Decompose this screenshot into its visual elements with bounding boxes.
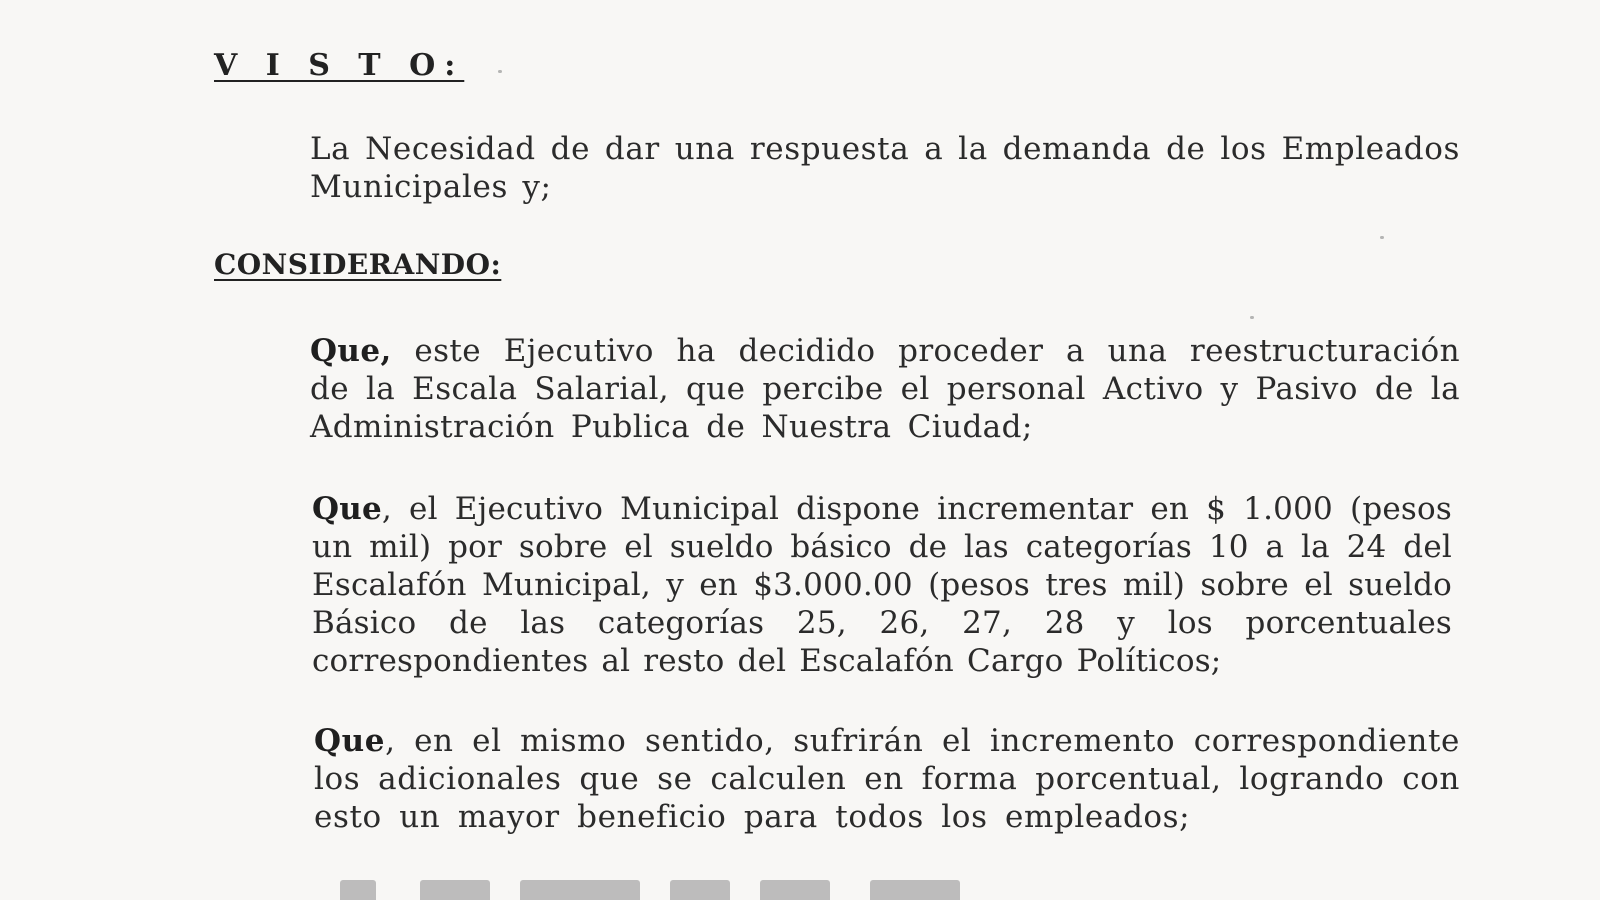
paragraph-lead: Que xyxy=(312,491,382,527)
visto-paragraph: La Necesidad de dar una respuesta a la demanda de los Empleados Municipales y; xyxy=(310,131,1460,205)
paragraph-lead: Que xyxy=(314,723,386,759)
scan-speck xyxy=(498,70,502,73)
paragraph-body: , el Ejecutivo Municipal dispone incrementar en $ 1.000 (pesos un mil) por sobre el sueldo básico de las categorías 10 a la 24 del Escalafón Municipal, y en $3.000.00 (pesos tres mil) sobre el sueldo Básico de las categorías 25, 26, 27, 28 y los porcentuales correspondientes al resto del Escalafón Cargo Políticos; xyxy=(312,491,1452,679)
scan-speck xyxy=(1380,236,1384,239)
visto-heading: V I S T O: xyxy=(214,48,465,83)
considerando-paragraph-3 xyxy=(314,722,1460,836)
considerando-heading: CONSIDERANDO: xyxy=(214,248,502,281)
considerando-paragraph-2 xyxy=(312,490,1452,680)
paragraph-body: , en el mismo sentido, sufrirán el incremento correspondiente los adicionales que se calculen en forma porcentual, logrando con esto un mayor beneficio para todos los empleados; xyxy=(314,723,1460,835)
cut-off-glyph xyxy=(340,880,376,900)
cut-off-glyph xyxy=(520,880,640,900)
considerando-paragraph-1 xyxy=(310,332,1460,446)
cut-off-glyph xyxy=(760,880,830,900)
cut-off-glyph xyxy=(870,880,960,900)
cut-off-glyph xyxy=(420,880,490,900)
cut-off-text-line xyxy=(330,872,1050,900)
paragraph-body: este Ejecutivo ha decidido proceder a una reestructuración de la Escala Salarial, que percibe el personal Activo y Pasivo de la Administración Publica de Nuestra Ciudad; xyxy=(310,333,1460,445)
cut-off-glyph xyxy=(670,880,730,900)
paragraph-lead: Que, xyxy=(310,333,392,369)
scan-speck xyxy=(1250,316,1254,319)
